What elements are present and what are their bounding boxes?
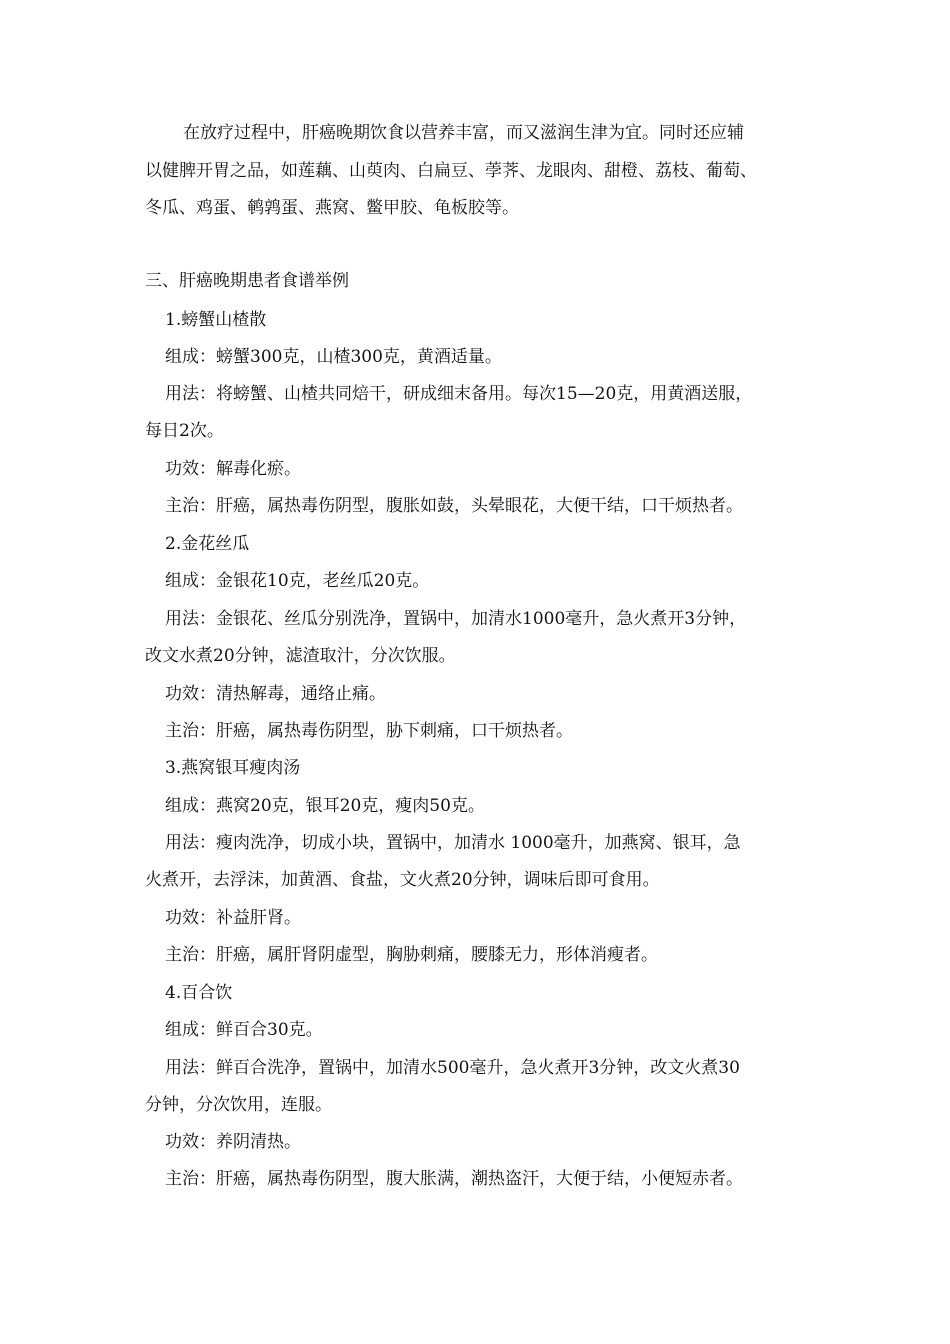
recipe-indication: 主治：肝癌，属热毒伤阴型，腹大胀满，潮热盗汗，大便于结，小便短赤者。	[165, 1169, 743, 1189]
recipe-indication: 主治：肝癌，属热毒伤阴型，胁下刺痛，口干烦热者。	[165, 721, 573, 741]
section-heading: 三、肝癌晚期患者食谱举例	[145, 271, 349, 291]
recipe-usage-line: 分钟，分次饮用，连服。	[145, 1095, 332, 1115]
intro-line: 在放疗过程中，肝癌晚期饮食以营养丰富，而又滋润生津为宜。同时还应辅	[183, 123, 744, 143]
recipe-title: 3.燕窝银耳瘦肉汤	[165, 758, 301, 778]
recipe-composition: 组成：鲜百合30克。	[165, 1020, 323, 1040]
recipe-composition: 组成：螃蟹300克，山楂300克，黄酒适量。	[165, 347, 502, 367]
intro-line: 以健脾开胃之品，如莲藕、山萸肉、白扁豆、荸荠、龙眼肉、甜橙、荔枝、葡萄、	[145, 161, 757, 181]
recipe-title: 2.金花丝瓜	[165, 534, 250, 554]
recipe-composition: 组成：金银花10克，老丝瓜20克。	[165, 571, 430, 591]
recipe-usage-line: 火煮开，去浮沫，加黄酒、食盐，文火煮20分钟，调味后即可食用。	[145, 870, 660, 890]
recipe-effect: 功效：清热解毒，通络止痛。	[165, 684, 386, 704]
recipe-indication: 主治：肝癌，属热毒伤阴型，腹胀如鼓，头晕眼花，大便干结，口干烦热者。	[165, 496, 743, 516]
recipe-usage-line: 用法：将螃蟹、山楂共同焙干，研成细末备用。每次15—20克，用黄酒送服，	[165, 384, 753, 404]
recipe-usage-line: 用法：瘦肉洗净，切成小块，置锅中，加清水 1000毫升，加燕窝、银耳，急	[165, 833, 741, 853]
recipe-usage-line: 改文水煮20分钟，滤渣取汁，分次饮服。	[145, 646, 456, 666]
recipe-effect: 功效：养阴清热。	[165, 1132, 301, 1152]
recipe-usage-line: 用法：鲜百合洗净，置锅中，加清水500毫升，急火煮开3分钟，改文火煮30	[165, 1058, 740, 1078]
intro-line: 冬瓜、鸡蛋、鹌鹑蛋、燕窝、鳖甲胶、龟板胶等。	[145, 198, 519, 218]
recipe-title: 4.百合饮	[165, 983, 233, 1003]
recipe-title: 1.螃蟹山楂散	[165, 310, 267, 330]
recipe-composition: 组成：燕窝20克，银耳20克，瘦肉50克。	[165, 796, 485, 816]
recipe-usage-line: 用法：金银花、丝瓜分别洗净，置锅中，加清水1000毫升，急火煮开3分钟，	[165, 609, 747, 629]
recipe-usage-line: 每日2次。	[145, 421, 224, 441]
recipe-effect: 功效：解毒化瘀。	[165, 459, 301, 479]
recipe-indication: 主治：肝癌，属肝肾阴虚型，胸胁刺痛，腰膝无力，形体消瘦者。	[165, 945, 658, 965]
recipe-effect: 功效：补益肝肾。	[165, 908, 301, 928]
